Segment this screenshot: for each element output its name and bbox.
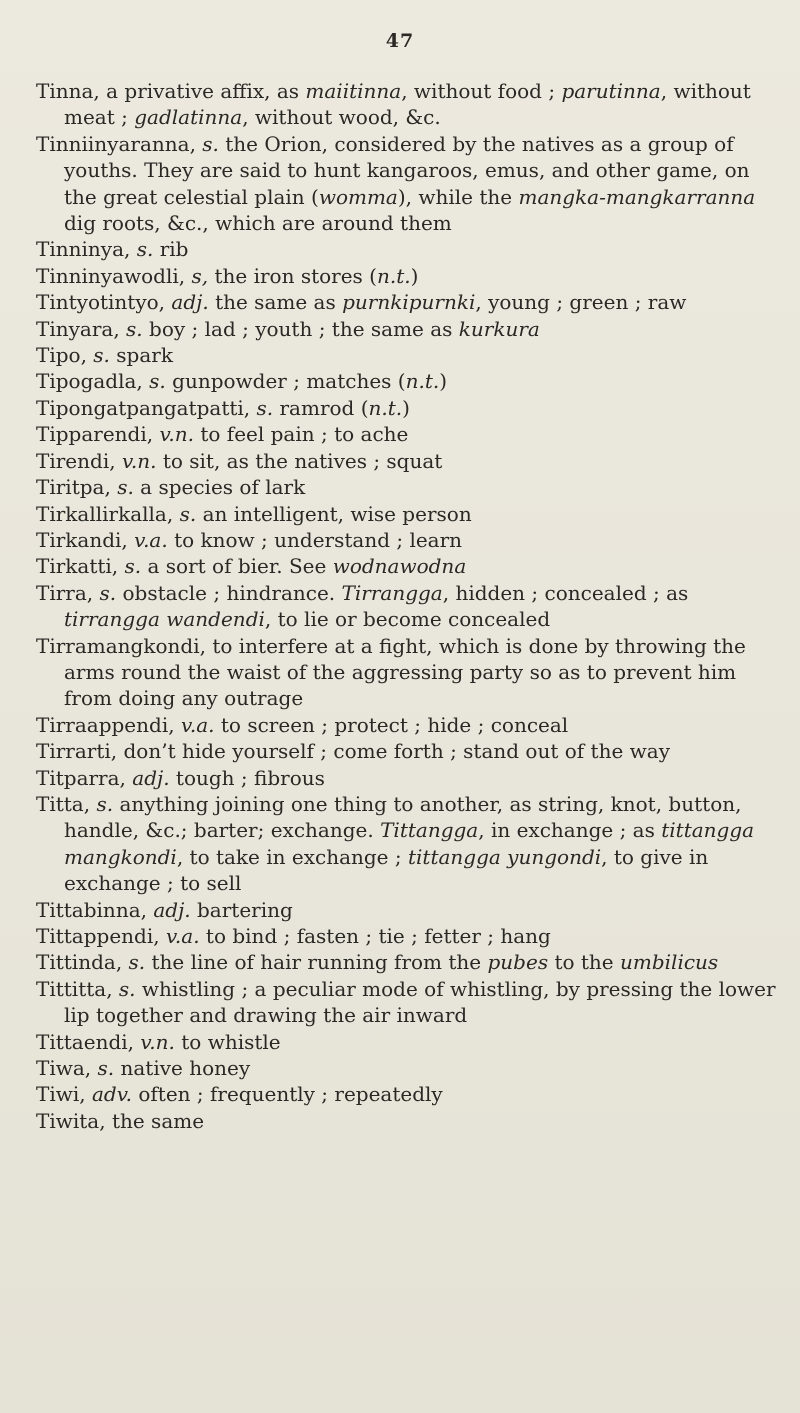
part-of-speech: adj.: [153, 897, 191, 922]
part-of-speech: s.: [93, 343, 110, 368]
italic-term: Tirrangga: [341, 580, 443, 605]
page-number: 47: [385, 30, 415, 52]
definition-text: the iron stores (: [214, 263, 377, 288]
headword: Tirra,: [36, 580, 94, 605]
part-of-speech: v.n.: [159, 422, 194, 447]
definition-text: whistling ; a peculiar mode of whistling, by pressing the lower lip together and drawing the air inward: [64, 976, 776, 1028]
headword: Tinninya,: [36, 237, 131, 262]
part-of-speech: v.a.: [165, 924, 200, 948]
headword: Tipo,: [36, 343, 87, 368]
italic-term: tittangga yungondi: [407, 844, 602, 869]
dictionary-entry: [36, 712, 784, 738]
dictionary-entry: [36, 633, 784, 712]
dictionary-entry: [36, 765, 784, 791]
headword: Titta,: [36, 791, 91, 816]
italic-term: pubes: [487, 950, 549, 975]
headword: Tirrarti,: [36, 739, 118, 764]
part-of-speech: s.: [136, 237, 154, 262]
italic-term: mangka-mangkarranna: [518, 184, 756, 209]
part-of-speech: v.a.: [134, 527, 168, 552]
italic-term: gadlatinna: [134, 105, 243, 130]
part-of-speech: s.: [118, 976, 136, 1001]
italic-term: n.t.: [405, 369, 440, 394]
italic-term: umbilicus: [620, 950, 719, 975]
definition-text: , without meat ;: [64, 79, 751, 130]
definition-text: a privative affix, as: [106, 79, 306, 103]
headword: Tiwita,: [36, 1108, 106, 1133]
definition-text: to sit, as the natives ; squat: [162, 448, 443, 473]
headword: Tipparendi,: [36, 422, 154, 447]
part-of-speech: s.: [202, 131, 219, 156]
dictionary-entry: [36, 949, 784, 975]
dictionary-entry: [36, 738, 784, 764]
dictionary-entry: [36, 923, 784, 949]
dictionary-entry: [36, 501, 784, 527]
headword: Titparra,: [36, 765, 126, 790]
dictionary-entry: [36, 421, 784, 447]
definition-text: , hidden ; concealed ; as: [442, 580, 689, 605]
headword: Tipogadla,: [36, 369, 143, 394]
part-of-speech: s.: [149, 369, 166, 394]
definition-text: a sort of bier. See: [147, 554, 333, 579]
italic-term: tittangga mangkondi: [64, 818, 755, 869]
definition-text: spark: [116, 343, 173, 368]
headword: Tinniinyaranna,: [36, 131, 196, 156]
part-of-speech: adv.: [91, 1082, 132, 1107]
italic-term: parutinna: [561, 79, 661, 103]
part-of-speech: adj.: [171, 290, 209, 315]
headword: Tintyotintyo,: [36, 290, 166, 315]
definition-text: boy ; lad ; youth ; the same as: [149, 316, 459, 341]
definition-text: the same: [111, 1108, 205, 1133]
headword: Tinninyawodli,: [36, 263, 186, 288]
definition-text: gunpowder ; matches (: [172, 369, 406, 394]
definition-text: an intelligent, wise person: [202, 501, 472, 526]
part-of-speech: v.n.: [140, 1029, 175, 1054]
part-of-speech: v.a.: [180, 712, 215, 737]
dictionary-entry: [36, 474, 784, 500]
part-of-speech: s.: [96, 791, 114, 816]
definition-text: , to take in exchange ;: [176, 844, 408, 869]
headword: Tirramangkondi,: [36, 633, 206, 658]
italic-term: maiitinna: [305, 79, 402, 103]
headword: Tirkandi,: [36, 527, 128, 552]
italic-term: n.t.: [368, 395, 403, 420]
definition-text: to the: [548, 950, 620, 975]
part-of-speech: s.: [126, 316, 143, 341]
definition-text: to feel pain ; to ache: [200, 422, 409, 447]
definition-text: ramrod (: [279, 395, 369, 420]
definition-text: obstacle ; hindrance.: [122, 580, 342, 605]
headword: Tittappendi,: [36, 924, 160, 948]
italic-term: purnkipurnki: [342, 290, 476, 315]
definition-text: , to give in exchange ; to sell: [64, 844, 709, 896]
dictionary-entry: [36, 527, 784, 553]
definition-text: tough ; fibrous: [175, 765, 325, 790]
part-of-speech: s.: [97, 1056, 115, 1081]
definition-text: to know ; understand ; learn: [174, 527, 463, 552]
part-of-speech: adj.: [132, 765, 170, 790]
dictionary-entry: [36, 342, 784, 368]
dictionary-entry: [36, 316, 784, 342]
definition-text: the same as: [215, 290, 343, 315]
definition-text: dig roots, &c., which are around them: [64, 211, 452, 236]
italic-term: Tittangga: [380, 818, 479, 843]
dictionary-entry: [36, 791, 784, 897]
definition-text: don’t hide yourself ; come forth ; stand out of the way: [123, 739, 670, 764]
dictionary-entry: [36, 131, 784, 237]
headword: Tiwa,: [36, 1056, 92, 1081]
headword: Tipongatpangatpatti,: [36, 395, 251, 420]
definition-text: , young ; green ; raw: [475, 290, 687, 315]
definition-text: native honey: [120, 1056, 251, 1081]
italic-term: wodnawodna: [332, 554, 467, 579]
dictionary-entry: [36, 78, 784, 131]
definition-text: to screen ; protect ; hide ; conceal: [220, 712, 569, 737]
part-of-speech: v.n.: [121, 448, 157, 473]
definition-text: to bind ; fasten ; tie ; fetter ; hang: [205, 924, 551, 948]
dictionary-entry: [36, 448, 784, 474]
entry-list: [36, 78, 784, 1134]
definition-text: bartering: [197, 897, 293, 922]
definition-text: rib: [159, 237, 189, 262]
definition-text: often ; frequently ; repeatedly: [138, 1082, 443, 1107]
headword: Tinna,: [36, 79, 100, 103]
dictionary-entry: [36, 1029, 784, 1055]
italic-term: n.t.: [376, 263, 411, 288]
headword: Tinyara,: [36, 316, 120, 341]
dictionary-entry: [36, 976, 784, 1029]
part-of-speech: s.: [128, 950, 146, 975]
part-of-speech: s.: [256, 395, 274, 420]
dictionary-entry: [36, 368, 784, 394]
italic-term: tirrangga wandendi: [64, 607, 265, 632]
definition-text: ): [410, 263, 419, 288]
dictionary-entry: [36, 395, 784, 421]
part-of-speech: s,: [191, 263, 209, 288]
definition-text: , without food ;: [401, 79, 562, 103]
headword: Tittitta,: [36, 976, 113, 1001]
definition-text: the Orion, considered by the natives as a group of youths. They are said to hunt kangaroos, emus, and other game, on the great celestial plain (: [64, 131, 750, 209]
definition-text: to whistle: [181, 1029, 281, 1054]
definition-text: ): [402, 395, 410, 420]
headword: Tirraappendi,: [36, 712, 175, 737]
italic-term: womma: [318, 184, 398, 209]
dictionary-entry: [36, 553, 784, 579]
headword: Tirendi,: [36, 448, 116, 473]
headword: Tiwi,: [36, 1082, 86, 1107]
dictionary-entry: [36, 897, 784, 923]
part-of-speech: s.: [179, 501, 197, 526]
dictionary-entry: [36, 263, 784, 289]
headword: Tirkallirkalla,: [36, 501, 174, 526]
definition-text: , to lie or become concealed: [264, 607, 551, 632]
dictionary-entry: [36, 580, 784, 633]
definition-text: ): [439, 369, 448, 394]
headword: Tirkatti,: [36, 554, 119, 579]
definition-text: to interfere at a fight, which is done by throwing the arms round the waist of the aggressing party so as to prevent him from doing any outrage: [64, 633, 746, 711]
dictionary-entry: [36, 1055, 784, 1081]
part-of-speech: s.: [99, 580, 117, 605]
italic-term: kurkura: [458, 316, 540, 341]
headword: Tittaendi,: [36, 1029, 135, 1054]
definition-text: , without wood, &c.: [242, 105, 441, 130]
headword: Tittabinna,: [36, 897, 147, 922]
dictionary-entry: [36, 236, 784, 262]
part-of-speech: s.: [117, 475, 134, 500]
dictionary-entry: [36, 1081, 784, 1107]
dictionary-entry: [36, 289, 784, 315]
dictionary-entry: [36, 1108, 784, 1134]
definition-text: ), while the: [397, 184, 519, 209]
part-of-speech: s.: [124, 554, 142, 579]
definition-text: , in exchange ; as: [478, 818, 662, 843]
definition-text: the line of hair running from the: [151, 950, 488, 975]
definition-text: anything joining one thing to another, as string, knot, button, handle, &c.; barter; exchange.: [64, 791, 742, 843]
headword: Tiritpa,: [36, 475, 111, 500]
definition-text: a species of lark: [140, 475, 306, 500]
headword: Tittinda,: [36, 950, 123, 975]
